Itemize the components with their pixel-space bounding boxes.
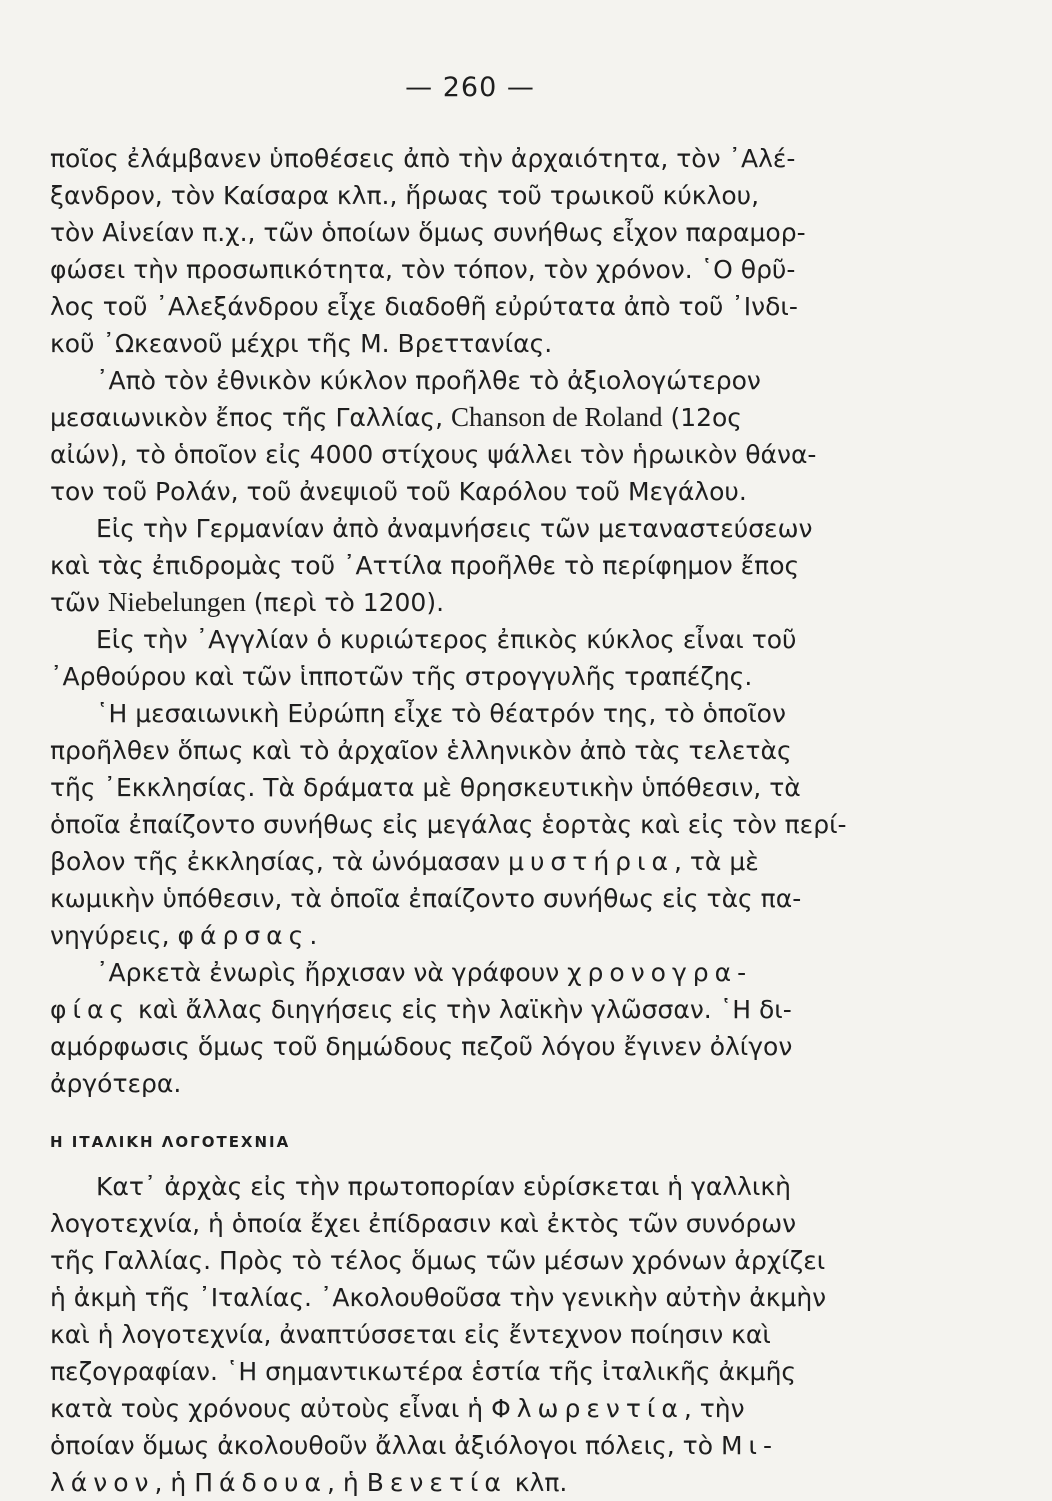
- text-line: λογοτεχνία, ἡ ὁποία ἔχει ἐπίδρασιν καὶ ἐκτὸς τῶν συνόρων: [50, 1209, 797, 1238]
- text-line: [50, 584, 930, 621]
- spaced-term: Φλωρεντία: [491, 1394, 684, 1423]
- text-line: αμόρφωσις ὅμως τοῦ δημώδους πεζοῦ λόγου ἔγινεν ὀλίγον: [50, 1032, 793, 1061]
- text-line: [50, 917, 930, 954]
- section-heading: Η ΙΤΑΛΙΚΗ ΛΟΓΟΤΕΧΝΙΑ: [50, 1133, 291, 1151]
- text-line: [50, 1427, 930, 1464]
- text-fragment: , ἡ: [154, 1468, 195, 1497]
- text-line: Κατ᾿ ἀρχὰς εἰς τὴν πρωτοπορίαν εὑρίσκεται ἡ γαλλικὴ: [96, 1172, 791, 1201]
- text-line: φώσει τὴν προσωπικότητα, τὸν τόπον, τὸν χρόνον. ῾Ο θρῦ-: [50, 255, 796, 284]
- text-line: τὸν Αἰνείαν π.χ., τῶν ὁποίων ὅμως συνήθως εἶχον παραμορ-: [50, 218, 806, 247]
- text-fragment: (12ος: [662, 403, 742, 432]
- text-line: καὶ ἡ λογοτεχνία, ἀναπτύσσεται εἰς ἔντεχνον ποίησιν καὶ: [50, 1320, 771, 1349]
- spaced-term: Πάδουα: [194, 1468, 328, 1497]
- text-line: κωμικὴν ὑπόθεσιν, τὰ ὁποῖα ἐπαίζοντο συνήθως εἰς τὰς πα-: [50, 884, 802, 913]
- text-line: ἡ ἀκμὴ τῆς ᾿Ιταλίας. ᾿Ακολουθοῦσα τὴν γενικὴν αὐτὴν ἀκμὴν: [50, 1283, 827, 1312]
- text-fragment: κατὰ τοὺς χρόνους αὐτοὺς εἶναι ἡ: [50, 1394, 492, 1423]
- text-line: ῾Η μεσαιωνικὴ Εὐρώπη εἶχε τὸ θέατρόν της, τὸ ὁποῖον: [96, 699, 786, 728]
- italian-literature-section: [50, 1168, 930, 1501]
- text-line: καὶ τὰς ἐπιδρομὰς τοῦ ᾿Αττίλα προῆλθε τὸ περίφημον ἔπος: [50, 551, 800, 580]
- text-line: αἰών), τὸ ὁποῖον εἰς 4000 στίχους ψάλλει τὸν ἡρωικὸν θάνα-: [50, 440, 817, 469]
- text-line: πεζογραφίαν. ῾Η σημαντικωτέρα ἑστία τῆς ἰταλικῆς ἀκμῆς: [50, 1357, 797, 1386]
- text-line: ᾿Αρθούρου καὶ τῶν ἱπποτῶν τῆς στρογγυλῆς τραπέζης.: [50, 662, 753, 691]
- text-line: Εἰς τὴν ᾿Αγγλίαν ὁ κυριώτερος ἐπικὸς κύκλος εἶναι τοῦ: [96, 625, 797, 654]
- text-line: λος τοῦ ᾿Αλεξάνδρου εἶχε διαδοθῆ εὐρύτατα ἀπὸ τοῦ ᾿Ινδι-: [50, 292, 798, 321]
- text-line: ποῖος ἐλάμβανεν ὑποθέσεις ἀπὸ τὴν ἀρχαιότητα, τὸν ᾿Αλέ-: [50, 144, 796, 173]
- text-line: τῆς Γαλλίας. Πρὸς τὸ τέλος ὅμως τῶν μέσων χρόνων ἀρχίζει: [50, 1246, 826, 1275]
- main-text-section: [50, 140, 930, 1102]
- text-line: [50, 1390, 930, 1427]
- text-line: [50, 843, 930, 880]
- text-line: τῆς ᾿Εκκλησίας. Τὰ δράματα μὲ θρησκευτικὴν ὑπόθεσιν, τὰ: [50, 773, 801, 802]
- spaced-term: Μι-: [720, 1431, 779, 1460]
- text-fragment: , ἡ: [327, 1468, 367, 1497]
- page-number: — 260 —: [405, 72, 535, 103]
- text-line: προῆλθεν ὅπως καὶ τὸ ἀρχαῖον ἑλληνικὸν ἀπὸ τὰς τελετὰς: [50, 736, 792, 765]
- text-fragment: , τὰ μὲ: [673, 847, 759, 876]
- text-fragment: .: [309, 921, 318, 950]
- text-line: ᾿Απὸ τὸν ἐθνικὸν κύκλον προῆλθε τὸ ἀξιολογώτερον: [96, 366, 761, 395]
- text-fragment: τῶν: [50, 588, 108, 617]
- spaced-term: χρονογρα-: [567, 958, 753, 987]
- text-line: ὁποῖα ἐπαίζοντο συνήθως εἰς μεγάλας ἑορτὰς καὶ εἰς τὸν περί-: [50, 810, 847, 839]
- text-fragment: μεσαιωνικὸν ἔπος τῆς Γαλλίας,: [50, 403, 452, 432]
- text-line: τον τοῦ Ρολάν, τοῦ ἀνεψιοῦ τοῦ Καρόλου τοῦ Μεγάλου.: [50, 477, 747, 506]
- text-line: κοῦ ᾿Ωκεανοῦ μέχρι τῆς Μ. Βρεττανίας.: [50, 329, 553, 358]
- spaced-term: Βενετία: [366, 1468, 507, 1497]
- text-fragment: βολον τῆς ἐκκλησίας, τὰ ὠνόμασαν: [50, 847, 509, 876]
- text-line: [50, 1464, 930, 1501]
- spaced-term: φάρσας: [177, 921, 310, 950]
- text-fragment: κλπ.: [506, 1468, 568, 1497]
- text-line: [50, 991, 930, 1028]
- spaced-term: φίας: [50, 995, 131, 1024]
- text-line: Εἰς τὴν Γερμανίαν ἀπὸ ἀναμνήσεις τῶν μεταναστεύσεων: [96, 514, 813, 543]
- text-fragment: ὁποίαν ὅμως ἀκολουθοῦν ἄλλαι ἀξιόλογοι πόλεις, τὸ: [50, 1431, 721, 1460]
- text-line: [50, 399, 930, 436]
- text-fragment: (περὶ τὸ 1200).: [245, 588, 445, 617]
- latin-title: Niebelungen: [107, 587, 246, 617]
- spaced-term: μυστήρια: [508, 847, 674, 876]
- text-fragment: καὶ ἄλλας διηγήσεις εἰς τὴν λαϊκὴν γλῶσσαν. ῾Η δι-: [130, 995, 792, 1024]
- text-line: ἀργότερα.: [50, 1069, 182, 1098]
- spaced-term: λάνον: [50, 1468, 155, 1497]
- text-fragment: νηγύρεις,: [50, 921, 178, 950]
- text-line: [50, 954, 930, 991]
- text-fragment: ᾿Αρκετὰ ἐνωρὶς ἤρχισαν νὰ γράφουν: [96, 958, 568, 987]
- text-fragment: , τὴν: [683, 1394, 745, 1423]
- text-line: ξανδρον, τὸν Καίσαρα κλπ., ἥρωας τοῦ τρωικοῦ κύκλου,: [50, 181, 760, 210]
- latin-title: Chanson de Roland: [451, 402, 663, 432]
